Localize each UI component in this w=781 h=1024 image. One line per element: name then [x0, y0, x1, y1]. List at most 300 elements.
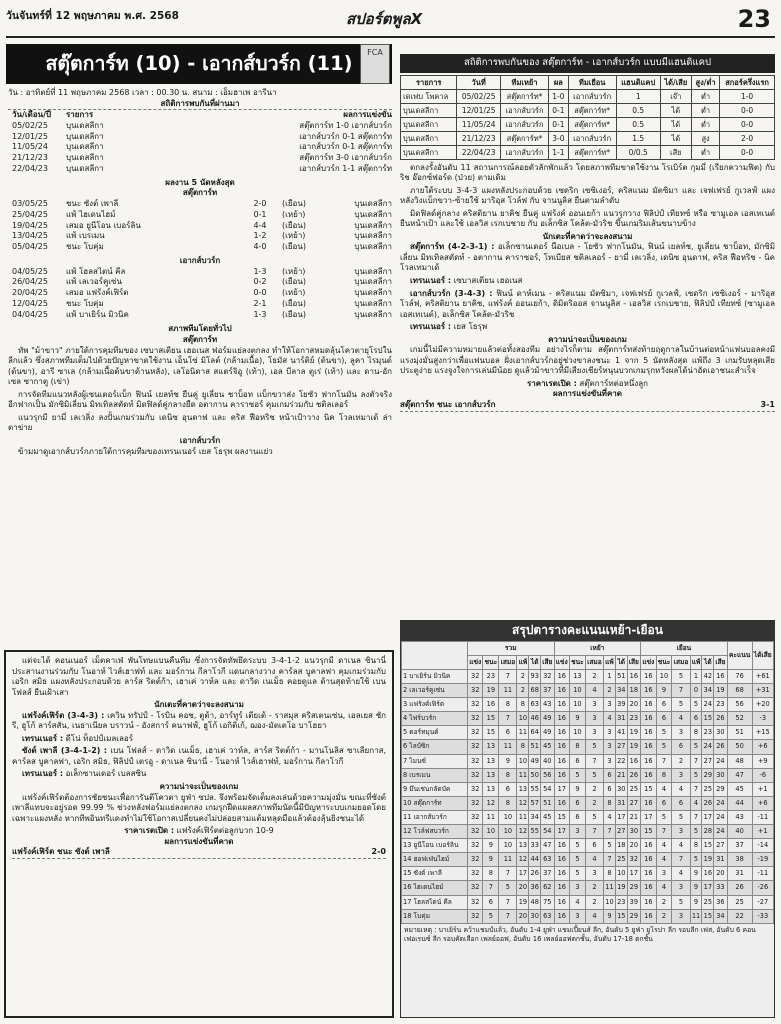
standings-cell: 47	[541, 839, 555, 853]
standings-cell: 7	[690, 810, 702, 824]
standings-cell: 17	[627, 867, 641, 881]
last5-date: 12/04/25	[12, 298, 48, 308]
past-date: 11/05/24	[12, 142, 48, 152]
standings-cell: 12 โวล์ฟสบวร์ก	[402, 825, 468, 839]
h2h-row	[401, 117, 775, 131]
standings-cell: 6	[672, 796, 690, 810]
standings-cell: 24	[714, 796, 728, 810]
standings-cell: 3	[672, 825, 690, 839]
standings-cell: 31	[615, 796, 627, 810]
standings-cell: -11	[752, 867, 773, 881]
last5-competition: บุนเดสลีกา	[354, 231, 392, 241]
last5-competition: บุนเดสลีกา	[354, 266, 392, 276]
standings-cell: 27	[615, 825, 627, 839]
standings-cell: +6	[752, 796, 773, 810]
box-forecast-heading: ผลการแข่งขันที่คาด	[164, 836, 234, 846]
standings-cell: 16	[554, 768, 569, 782]
standings-subheader: แพ้	[603, 655, 615, 669]
standings-cell: +9	[752, 754, 773, 768]
standings-cell: 7	[656, 754, 672, 768]
last5-row	[8, 267, 392, 278]
standings-cell: 11	[517, 810, 529, 824]
standings-cell: 45	[541, 740, 555, 754]
standings-cell: 32	[468, 698, 483, 712]
standings-cell: 5	[585, 768, 603, 782]
standings-cell: -26	[752, 881, 773, 895]
standings-row	[402, 909, 774, 923]
standings-subheader: แข่ง	[554, 655, 569, 669]
h2h-cell: 0-0	[720, 145, 775, 159]
h2h-col-header: ผล	[549, 75, 568, 89]
last5-row	[8, 310, 392, 321]
standings-cell: -14	[752, 839, 773, 853]
last5-opponent: แพ้ เบรเมน	[66, 231, 105, 241]
standings-cell: 43	[727, 810, 752, 824]
standings-cell: 19	[627, 740, 641, 754]
standings-cell: 24	[714, 754, 728, 768]
standings-note: หมายเหตุ : บาเยิร์น คว้าแชมป์แล้ว, อันดับ 1-4 ยูฟ่า แชมเปี้ยนส์ ลีก, อันดับ 5 ยูฟ่า ยูโรปา ลีก รอบลีก เฟส, อันดับ 6 คอนเฟอเรนซ์ ลีก รอบคัดเลือก เพลย์ออฟ, อันดับ 16 เพลย์ออฟตกชั้น, อันดับ 17-18 ตกชั้น	[404, 925, 756, 943]
standings-row	[402, 726, 774, 740]
standings-cell: 8	[656, 768, 672, 782]
standings-cell: 4	[690, 796, 702, 810]
standings-cell: 32	[468, 909, 483, 923]
standings-row	[402, 768, 774, 782]
standings-cell: 13	[517, 839, 529, 853]
standings-cell: 32	[468, 740, 483, 754]
standings-cell: 8	[517, 740, 529, 754]
standings-cell: 16	[554, 712, 569, 726]
standings-cell: 5	[569, 867, 585, 881]
standings-row	[402, 754, 774, 768]
standings-cell: 13 ยูนีโอน เบอร์ลิน	[402, 839, 468, 853]
standings-cell: 56	[541, 768, 555, 782]
standings-cell: 30	[714, 768, 728, 782]
last5-competition: บุนเดสลีกา	[354, 309, 392, 319]
standings-cell: 2 เลเวอร์คูเซ่น	[402, 684, 468, 698]
standings-cell: 2	[517, 670, 529, 684]
standings-cell: 36	[714, 895, 728, 909]
h2h-row	[401, 131, 775, 145]
standings-cell: 19	[483, 684, 499, 698]
past-competition: บุนเดสลีกา	[66, 120, 104, 130]
standings-cell: 13	[517, 782, 529, 796]
last5-competition: บุนเดสลีกา	[354, 220, 392, 230]
form-heading: สภาพทีมโดยทั่วไป	[168, 324, 232, 334]
header-rule	[6, 36, 775, 38]
last5-score: 4-4	[253, 220, 267, 230]
standings-cell: 37	[541, 867, 555, 881]
standings-subheader: ชนะ	[569, 655, 585, 669]
standings-cell: 23	[483, 670, 499, 684]
standings-cell: 16	[641, 796, 656, 810]
standings-cell: 3	[569, 909, 585, 923]
standings-cell: 4	[585, 909, 603, 923]
past-row	[8, 164, 392, 175]
last5-opponent: แพ้ เลเวอร์คูเซ่น	[66, 277, 122, 287]
last5-row	[8, 242, 392, 253]
standings-cell: 45	[727, 782, 752, 796]
h2h-cell: 22/04/23	[457, 145, 500, 159]
standings-cell: 2	[585, 881, 603, 895]
standings-cell: -27	[752, 895, 773, 909]
standings-cell: 4	[569, 895, 585, 909]
standings-cell: 7	[499, 712, 517, 726]
away-attack-paragraph: มิดฟิลด์คู่กลาง คริสติยาน ยาคิช ยืนคู่ แฟร้งค์ ออนเยก้า แนวรุกวาง ฟิลิปป์ เทียทซ์ หรือ ซามูเอล เอสเทเนต์ ยืนหน้าเป้า และใช้ เอลวิส เรกเบชาย กับ อเล็กซิส โคล้ต-มัวริช ขึ้นเกมริมเส้นขนาบข้าง	[400, 208, 775, 229]
standings-cell: 62	[541, 881, 555, 895]
h2h-cell: เจ๊า	[660, 89, 691, 103]
standings-cell: 19	[517, 895, 529, 909]
h2h-col-header: สูง/ต่ำ	[691, 75, 719, 89]
h2h-col-header: ได้/เสีย	[660, 75, 691, 89]
h2h-cell: บุนเดสลีกา	[401, 131, 457, 145]
standings-cell: 16	[554, 670, 569, 684]
standings-cell: 6	[656, 796, 672, 810]
standings-subheader: ชนะ	[656, 655, 672, 669]
past-heading: สถิติการพบกันที่ผ่านมา	[8, 99, 392, 111]
last5-competition: บุนเดสลีกา	[354, 209, 392, 219]
standings-cell: 68	[529, 684, 541, 698]
standings-cell: 15	[483, 726, 499, 740]
last5-row	[8, 231, 392, 242]
standings-cell: 6	[499, 726, 517, 740]
past-result: สตุ๊ตการ์ท 3-0 เอากส์บวร์ก	[299, 153, 392, 163]
standings-cell: 7	[483, 881, 499, 895]
standings-cell: 17	[641, 810, 656, 824]
standings-cell: 24	[702, 740, 714, 754]
standings-cell: 25	[727, 895, 752, 909]
standings-cell: 16	[641, 853, 656, 867]
last5-date: 04/04/25	[12, 309, 48, 319]
page-header	[0, 0, 781, 36]
h2h-cell: เสีย	[660, 145, 691, 159]
last5-competition: บุนเดสลีกา	[354, 198, 392, 208]
standings-cell: 15 ซังต์ เพาลี	[402, 867, 468, 881]
standings-cell: 10	[656, 670, 672, 684]
standings-cell: 9 มึนเช่นกลัดบัค	[402, 782, 468, 796]
standings-cell: 26	[627, 768, 641, 782]
standings-cell: 49	[541, 726, 555, 740]
h2h-col-header: สกอร์ครึ่งแรก	[720, 75, 775, 89]
standings-cell: 15	[702, 712, 714, 726]
publication-logo: สปอร์ตพูลX	[346, 10, 423, 28]
last5-competition: บุนเดสลีกา	[354, 298, 392, 308]
standings-row	[402, 810, 774, 824]
standings-cell: -3	[752, 712, 773, 726]
match-title: สตุ๊ตการ์ท (10) - เอากส์บวร์ก (11)	[6, 44, 392, 84]
standings-row	[402, 839, 774, 853]
standings-cell: 16	[641, 670, 656, 684]
standings-subheader: แข่ง	[641, 655, 656, 669]
standings-cell: 55	[529, 825, 541, 839]
standings-cell: 44	[529, 853, 541, 867]
standings-cell: 8	[690, 839, 702, 853]
last5-date: 25/04/25	[12, 209, 48, 219]
opening-price: ราคาเรตเปิด : สตุ๊ตการ์ทต่อหนึ่งลูก	[527, 378, 648, 388]
standings-cell: 4	[585, 853, 603, 867]
standings-cell: 44	[727, 796, 752, 810]
standings-cell: 17	[702, 881, 714, 895]
standings-cell: 32	[627, 853, 641, 867]
page-number: 23	[737, 5, 771, 33]
standings-cell: 51	[529, 740, 541, 754]
standings-cell: 6	[569, 796, 585, 810]
box-predict-heading: นักเตะที่คาดว่าจะลงสนาม	[154, 700, 244, 710]
last5-venue: (เยือน)	[282, 242, 306, 252]
standings-cell: 4	[672, 712, 690, 726]
standings-cell: 16	[641, 768, 656, 782]
standings-cell: 46	[529, 712, 541, 726]
standings-cell: 6	[569, 754, 585, 768]
standings-cell: 13	[483, 782, 499, 796]
standings-cell: 24	[714, 810, 728, 824]
standings-cell: 18	[615, 839, 627, 853]
past-result: เอากส์บวร์ก 0-1 สตุ๊ตการ์ท	[299, 131, 392, 141]
standings-cell: 13	[483, 754, 499, 768]
standings-row	[402, 698, 774, 712]
standings-cell: 6	[672, 740, 690, 754]
standings-cell: 2	[656, 909, 672, 923]
standings-cell: 64	[529, 726, 541, 740]
standings-cell: 16	[641, 909, 656, 923]
standings-cell: 40	[727, 825, 752, 839]
standings-cell: 49	[541, 712, 555, 726]
standings-cell: -6	[752, 768, 773, 782]
standings-cell: 16	[554, 895, 569, 909]
standings-cell: 30	[529, 909, 541, 923]
standings-cell: 32	[468, 881, 483, 895]
form-home-paragraph: แนวรุกมี ยามี่ เลเวลิ่ง ลงปั้นเกมร่วมกับ เดนิซ อุนดาฟ และ คริส ฟือหริช หน้าเป้าวาง นิค โวลเทมาเด้ ล่าตาข่าย	[8, 412, 392, 433]
standings-cell: 10	[499, 839, 517, 853]
standings-cell: 22	[615, 754, 627, 768]
standings-cell: 29	[702, 768, 714, 782]
standings-cell: 16	[554, 853, 569, 867]
box-chance-text: แฟร้งค์เฟิร์ตต้องการชัยชนะเพื่อการันตีโควตา ยูฟ่า ซปล. จึงพร้อมจัดเต็มลงเล่นด้วยความมุ่งมั่น ขณะที่ซังต์ เพาลีแทบจะอยู่รอด 99.99 % ช่วงหลังฟอร์มแย่ลงตกลง เกมรุกฝืดแผลสภาพทีมนัดนี้มีปัญหาระบบเกมยอดโดยเฉพาะแผงหลัง หากทีพอินทรีแดงทำไม่ใช้โอกาสเปลี่ยนคงไม่ปล่อยสามแต้มหลุดมือแล้วต้องลุ้นยิงชนะได้	[12, 792, 386, 823]
standings-cell: 3	[585, 712, 603, 726]
standings-cell: 13	[483, 740, 499, 754]
h2h-cell: 1	[616, 89, 660, 103]
past-row	[8, 142, 392, 153]
standings-cell: 27	[627, 796, 641, 810]
standings-cell: 55	[529, 782, 541, 796]
away-coach: เทรนเนอร์ : เยส โธรุพ	[410, 322, 488, 332]
standings-cell: 3	[672, 726, 690, 740]
last5-heading: ผลงาน 5 นัดหลังสุด	[165, 177, 235, 187]
standings-cell: 10	[569, 684, 585, 698]
standings-cell: 13	[569, 670, 585, 684]
standings-cell: 16	[483, 698, 499, 712]
standings-cell: 11	[517, 726, 529, 740]
standings-cell: 13	[483, 768, 499, 782]
form-home-name: สตุ๊ตการ์ท	[182, 335, 218, 345]
last5-row	[8, 210, 392, 221]
standings-cell: 8	[499, 796, 517, 810]
standings-cell: 3	[672, 768, 690, 782]
h2h-cell: 0-1	[549, 117, 568, 131]
h2h-cell: เอากส์บวร์ก	[500, 117, 548, 131]
standings-cell: 16	[641, 712, 656, 726]
box-paragraph: แต่จะได้ คอนเนอร์ เม็ตคาเฟ่ พันโทษแบนคืนทีม ซึ่งการจัดทัพยึดระบบ 3-4-1-2 แนวรุกมี ดาเนล ซินานี่ ประสานงานร่วมกับ โนอาห์ ไวส์เฮาฟท์ และ มอร์กาน กีลาโวกี แดนกลางวาง คาร์ลส บูคาลฟา คุมเกมร่วมกับ เอริก สมิธ แผงหลังประกอบด้วย ลาร์ส ริตต์ก้า, เฮาเค่ วาห์ล และ ดาวิด เนเม็ธ คอยดูแล ด้านสุดท้ายใช้ เบน โฟลส์ ยืนเฝ้าเสา	[12, 656, 386, 697]
standings-cell: 7	[690, 782, 702, 796]
standings-cell: 30	[714, 726, 728, 740]
standings-cell: 24	[702, 698, 714, 712]
last5-competition: บุนเดสลีกา	[354, 277, 392, 287]
last5-opponent: ชนะ โบคุ่ม	[66, 242, 104, 252]
standings-subheader: เสีย	[714, 655, 728, 669]
h2h-cell: สูง	[691, 131, 719, 145]
standings-cell: 5	[585, 740, 603, 754]
h2h-cell: เอากส์บวร์ก	[568, 89, 616, 103]
standings-cell: 5	[569, 853, 585, 867]
frankfurt-stpauli-box	[4, 650, 394, 1018]
standings-cell: 23	[702, 726, 714, 740]
standings-cell: 56	[727, 698, 752, 712]
h2h-cell: 1-0	[720, 89, 775, 103]
standings-cell: 16	[554, 867, 569, 881]
standings-row	[402, 867, 774, 881]
standings-cell: 7	[603, 825, 615, 839]
h2h-col-header: วันที่	[457, 75, 500, 89]
standings-table: รวม เหย้า เยือน คะแนน ได้เสีย แข่ง ชนะ เสมอ แพ้ ได้ เสีย แข่ง ชนะ เสมอ แพ้ ได้ เสีย แข่ง ชนะ เสมอ แพ้ ได้ เสีย 1 บาเยิร์น มิวนิค 32 23 7 2 93 32 16 13 2 1 51 16 16 10 5 1 42 16 76 +61 2 เลเวอร์คูเซ่น 32 19 11 2 68 37 16 10 4 2 34 18 16 9 7 0 34 19 68 +31 3 แฟร้งค์เฟิร์ต 32 16 8 8 63 43 16 10 3 3 39 20 16 6 5 5 24 23 56 +20 4 ไฟร์บวร์ก 32 15 7 10 46 49 16 9 3 4 31 23 16 6 4 6 15 26 52 -3 5 ดอร์ทมุนด์ 32 15 6 11 64 49 16 10 3 3 41 19 16 5 3 8 23 30 51 +15 6 ไลป์ซิก 32 13 11 8 51 45 16 8 5 3 27 19 16 5 6 5 24 26 50 +6 7 ไมนซ์ 32 13 9 10 49 40 16 6 7 3 22 16 16 7 2 7 27 24 48 +9 8 เบรเมน 32 13 8 11 50 56 16 5 5 6 21 26 16 8 3 5 29 30 47 -6 9 มึนเช่นกลัดบัค 32 13 6 13 55 54 17 9 2 6 30 25 15 4 4 7 25 29 45 +1 10 สตุ๊ตการ์ท 32 12 8 12 57 51 16 6 2 8 31 27 16 6 6 4 26 24 44 +6 11 เอากส์บวร์ก 32 11 10 11 34 45 15 6 5 4 17 21 17 5 5 7 17 24 43 -11 12 โวล์ฟสบวร์ก 32 10 10 12 55 54 17 3 7 7 27 30 15 7 3 5 28 24 40 +1 13 ยูนีโอน เบอร์ลิน 32 9 10 13 33 47 16 5 6 5 18 20 16 4 4 8 15 27 37 -14 14 ฮอฟเฟ่นไฮม์ 32 9 11 12 44 63 16 5 4 7 25 32 16 4 7 5 19 31 38 -19 15 ซังต์ เพาลี 32 8 7 17 26 37 16 5 3 8 10 17 16 3 4 9 16 20 31 -11 16 ไฮเดนไฮม์ 32 7 5 20 36 62 16 3 2 11 19 29 16 4 3 9 17 33 26 -26 17 โฮลสไตน์ คีล 32 6 7 19 48 75 16 4 2 10 23 39 16 2 5 9 25 36 25 -27 18 โบคุ่ม 32 5 7 20 30 63 16 3 4 9 15 29 16 2 3 11 15 34 22 -33	[401, 641, 774, 924]
past-result: เอากส์บวร์ก 0-1 สตุ๊ตการ์ท	[299, 142, 392, 152]
standings-cell: 10	[603, 895, 615, 909]
standings-cell: 63	[529, 698, 541, 712]
last5-date: 19/04/25	[12, 220, 48, 230]
standings-cell: 25	[702, 782, 714, 796]
standings-row	[402, 853, 774, 867]
h2h-cell: 0.5	[616, 117, 660, 131]
standings-subheader: ชนะ	[483, 655, 499, 669]
standings-cell: 8	[483, 867, 499, 881]
last5-opponent: ชนะ ซังต์ เพาลี	[66, 198, 119, 208]
standings-subheader: แพ้	[517, 655, 529, 669]
standings-cell: 14 ฮอฟเฟ่นไฮม์	[402, 853, 468, 867]
standings-cell: 34	[529, 810, 541, 824]
standings-cell: 5	[656, 810, 672, 824]
standings-cell: 2	[517, 684, 529, 698]
standings-cell: 26	[714, 740, 728, 754]
past-date: 22/04/23	[12, 164, 48, 174]
standings-row	[402, 895, 774, 909]
standings-cell: 1	[690, 670, 702, 684]
standings-cell: 10	[569, 726, 585, 740]
standings-cell: 32	[468, 726, 483, 740]
h2h-cell: 0-1	[549, 103, 568, 117]
standings-row	[402, 684, 774, 698]
standings-row	[402, 782, 774, 796]
last5-opponent: แพ้ ไฮเดนไฮม์	[66, 209, 116, 219]
away-defence-paragraph: ภายใต้ระบบ 3-4-3 แผงหลังประกอบด้วย เซดริก เซซิเงอร์, คริสแนม มัตซิมา และ เจฟเฟรย์ กูเวลฟ์ แผงหลังวิงแบ็กขวา-ซ้ายใช้ มาริอุส โวล์ฟ กับ จานนูลิส ยืนตามลำดับ	[400, 185, 775, 206]
standings-cell: 68	[727, 684, 752, 698]
h2h-cell: ต่ำ	[691, 117, 719, 131]
standings-subheader: เสมอ	[499, 655, 517, 669]
standings-cell: 28	[702, 825, 714, 839]
last5-venue: (เยือน)	[282, 277, 306, 287]
standings-title: สรุปตารางคะแนนเหย้า-เยือน	[401, 621, 774, 641]
standings-cell: 15	[641, 782, 656, 796]
standings-cell: 26	[714, 712, 728, 726]
box-chance-heading: ความน่าจะเป็นของเกม	[159, 782, 239, 792]
last5-row	[8, 299, 392, 310]
standings-cell: 6	[656, 712, 672, 726]
h2h-cell: เอากส์บวร์ก	[500, 145, 548, 159]
standings-cell: 32	[468, 839, 483, 853]
past-row	[8, 132, 392, 143]
last5-competition: บุนเดสลีกา	[354, 242, 392, 252]
standings-cell: 9	[483, 839, 499, 853]
standings-cell: 32	[468, 670, 483, 684]
standings-cell: 9	[483, 853, 499, 867]
standings-cell: 5	[690, 740, 702, 754]
standings-cell: 9	[690, 867, 702, 881]
h2h-cell: 1-1	[549, 145, 568, 159]
standings-cell: 32	[468, 825, 483, 839]
standings-cell: 7	[603, 853, 615, 867]
standings-cell: 27	[615, 740, 627, 754]
standings-cell: 3	[585, 867, 603, 881]
last5-opponent: แพ้ บาเยิร์น มิวนิค	[66, 309, 129, 319]
standings-cell: 9	[499, 754, 517, 768]
standings-cell: 12	[517, 796, 529, 810]
standings-subheader: เสมอ	[585, 655, 603, 669]
box-coach-away: เทรนเนอร์ : อเล็กซานเดอร์ เบลสซิน	[22, 769, 147, 779]
standings-cell: 8	[517, 698, 529, 712]
standings-cell: 10	[483, 825, 499, 839]
standings-cell: 16	[554, 684, 569, 698]
standings-cell: 6	[656, 698, 672, 712]
h2h-cell: เอากส์บวร์ก	[500, 103, 548, 117]
standings-cell: 25	[702, 895, 714, 909]
standings-subheader: แพ้	[690, 655, 702, 669]
last5-opponent: แพ้ โฮลสไตน์ คีล	[66, 266, 126, 276]
h2h-cell: 0-0	[720, 117, 775, 131]
standings-cell: 32	[468, 782, 483, 796]
standings-cell: +61	[752, 670, 773, 684]
standings-cell: 27	[714, 839, 728, 853]
standings-cell: 15	[702, 909, 714, 923]
standings-cell: 42	[702, 670, 714, 684]
standings-subheader: เสีย	[541, 655, 555, 669]
standings-cell: 15	[554, 810, 569, 824]
last5-score: 2-1	[253, 298, 267, 308]
h2h-cell: 11/05/24	[457, 117, 500, 131]
standings-cell: 16	[554, 909, 569, 923]
standings-subheader: แข่ง	[468, 655, 483, 669]
h2h-cell: 1-0	[549, 89, 568, 103]
h2h-col-header: รายการ	[401, 75, 457, 89]
standings-cell: 2	[585, 895, 603, 909]
home-lineup: สตุ๊ตการ์ท (4-2-3-1) : อเล็กซานเดอร์ นือเบล - โยซัว ฟากโนมัน, ฟินน์ เยลท์ช, ยูเลี่ยน ชาบ็อท, มักซิมิเลี่ยน มิทเทิลสตัดท์ - อตากาน คาราซอร์, โทเบียส ชติลเลอร์ - ยามี่ เลเวลิ่ง, เดนิซ อุนดาฟ, คริส ฟือหริช - นิค โวลเทมาเด้	[400, 242, 775, 273]
last5-date: 03/05/25	[12, 198, 48, 208]
standings-cell: 7	[499, 670, 517, 684]
standings-cell: 7	[656, 825, 672, 839]
standings-cell: 30	[615, 782, 627, 796]
standings-cell: 63	[541, 909, 555, 923]
standings-cell: 57	[529, 796, 541, 810]
past-competition: บุนเดสลีกา	[66, 153, 104, 163]
standings-cell: 17	[702, 810, 714, 824]
h2h-cell: 2-0	[720, 131, 775, 145]
standings-subheader: ได้	[615, 655, 627, 669]
standings-cell: 3	[603, 754, 615, 768]
standings-cell: 51	[615, 670, 627, 684]
last5-score: 1-2	[253, 231, 267, 241]
standings-cell: +6	[752, 740, 773, 754]
h2h-table-title: สถิติการพบกันของ สตุ๊ตการ์ท - เอากส์บวร์ก แบบมีแฮนดิแคป	[400, 54, 775, 73]
standings-row	[402, 796, 774, 810]
standings-cell: 16	[641, 684, 656, 698]
standings-cell: 29	[627, 881, 641, 895]
standings-cell: 11	[517, 768, 529, 782]
